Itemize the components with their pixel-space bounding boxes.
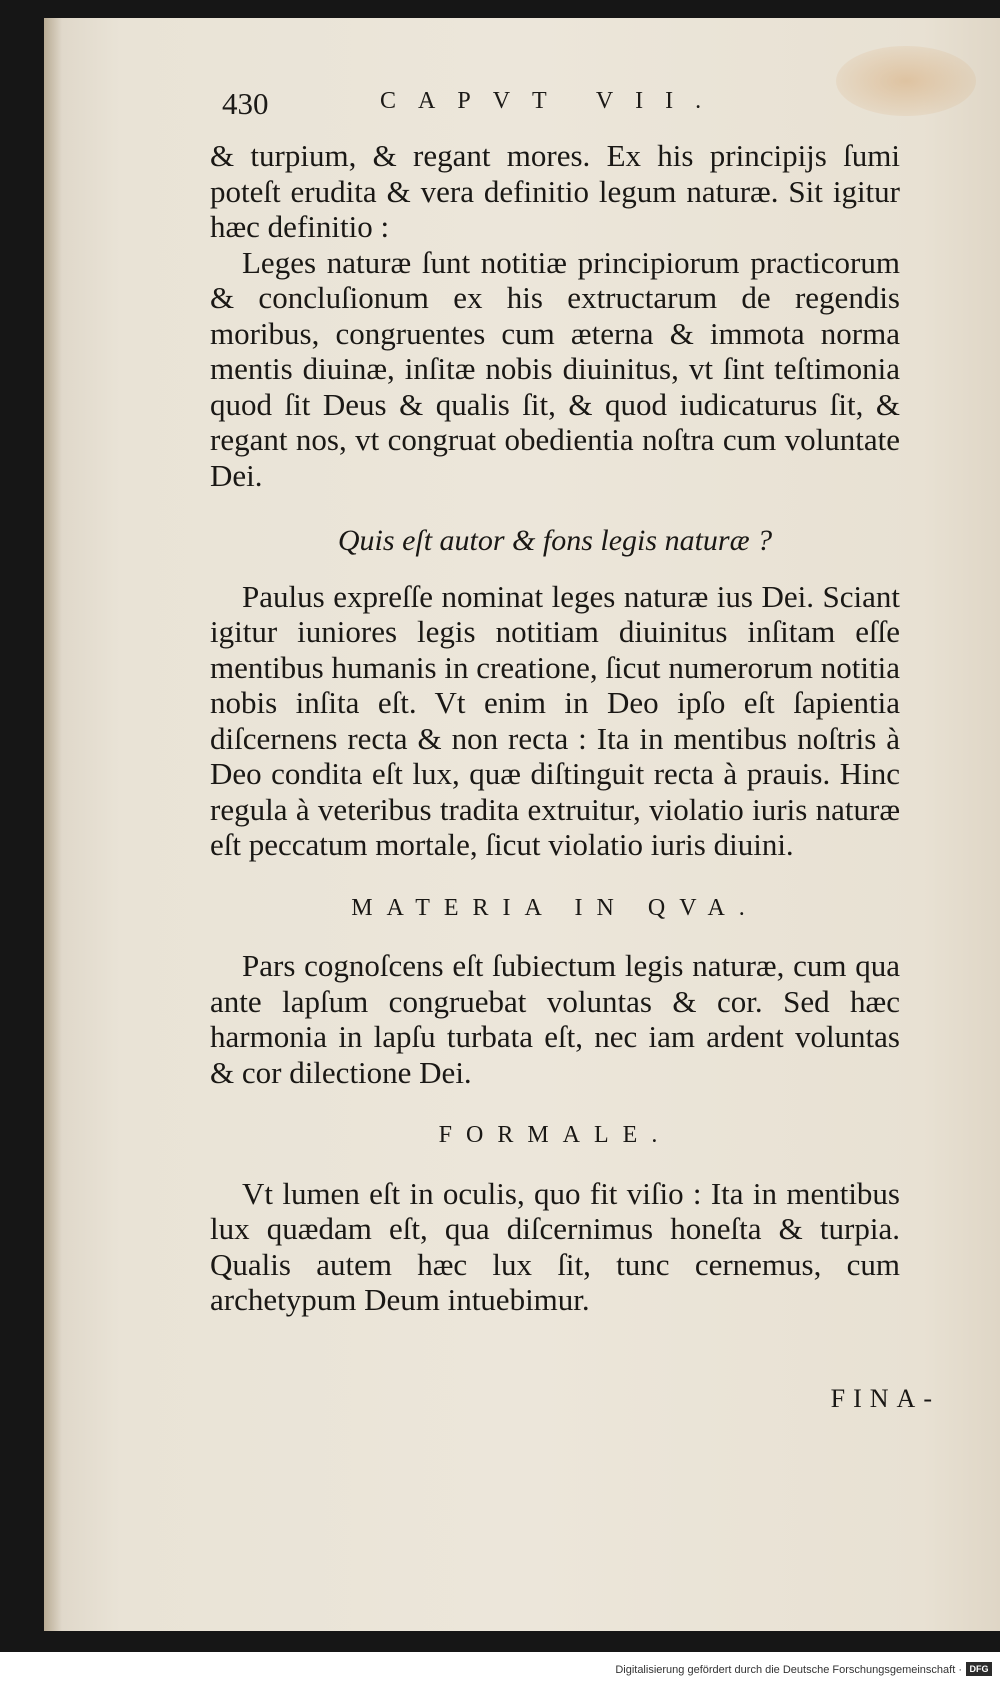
paragraph-intro: & turpium, & regant mores. Ex his principijs ſumi poteſt erudita & vera definitio legum naturæ. Sit igitur hæc definitio : xyxy=(210,138,900,244)
catchword: FINA- xyxy=(830,1384,940,1413)
page-gutter-shadow xyxy=(44,18,62,1631)
dfg-logo: DFG xyxy=(966,1662,992,1676)
paragraph-question: Paulus expreſſe nominat leges naturæ ius Dei. Sciant igitur iuniores legis notitiam diuinitus inſitam eſſe mentibus humanis in creatione, ſicut numerorum notitia nobis inſita eſt. Vt enim in Deo ipſo eſt ſapientia diſcernens recta & non recta : Ita in mentibus noſtris à Deo condita eſt lux, quæ diſtinguit recta à prauis. Hinc regula à veteribus tradita extruitur, violatio iuris naturæ eſt peccatum mortale, ſicut violatio iuris diuini. xyxy=(210,578,900,862)
footer-credit: Digitalisierung gefördert durch die Deutsche Forschungsgemeinschaft · xyxy=(615,1664,962,1676)
paragraph-materia: Pars cognoſcens eſt ſubiectum legis naturæ, cum qua ante lapſum congruebat voluntas & cor. Sed hæc harmonia in lapſu turbata eſt, nec iam ardent voluntas & cor dilectione Dei. xyxy=(210,948,900,1090)
paragraph-formale: Vt lumen eſt in oculis, quo fit viſio : Ita in mentibus lux quædam eſt, qua diſcernimus honeſta & turpia. Qualis autem hæc lux ſit, tunc cernemus, cum archetypum Deum intuebimur. xyxy=(210,1175,900,1317)
section-heading-question: Quis eſt autor & fons legis naturæ ? xyxy=(337,524,773,557)
text-block xyxy=(210,138,900,1318)
chapter-title: CAPVT VII. xyxy=(380,88,724,114)
book-page xyxy=(44,18,1000,1631)
section-heading-materia: MATERIA IN QVA. xyxy=(351,894,759,921)
paragraph-definition: Leges naturæ ſunt notitiæ principiorum practicorum & concluſionum ex his extructarum de regendis moribus, congruentes cum æterna & immota norma mentis diuinæ, inſitæ nobis diuinitus, vt ſint teſtimonia quod ſit Deus & qualis ſit, & quod iudicaturus ſit, & regant nos, vt congruat obedientia noſtra cum voluntate Dei. xyxy=(210,244,900,493)
running-head xyxy=(222,86,862,132)
page-number: 430 xyxy=(222,86,269,121)
section-heading-formale: FORMALE. xyxy=(438,1122,672,1148)
